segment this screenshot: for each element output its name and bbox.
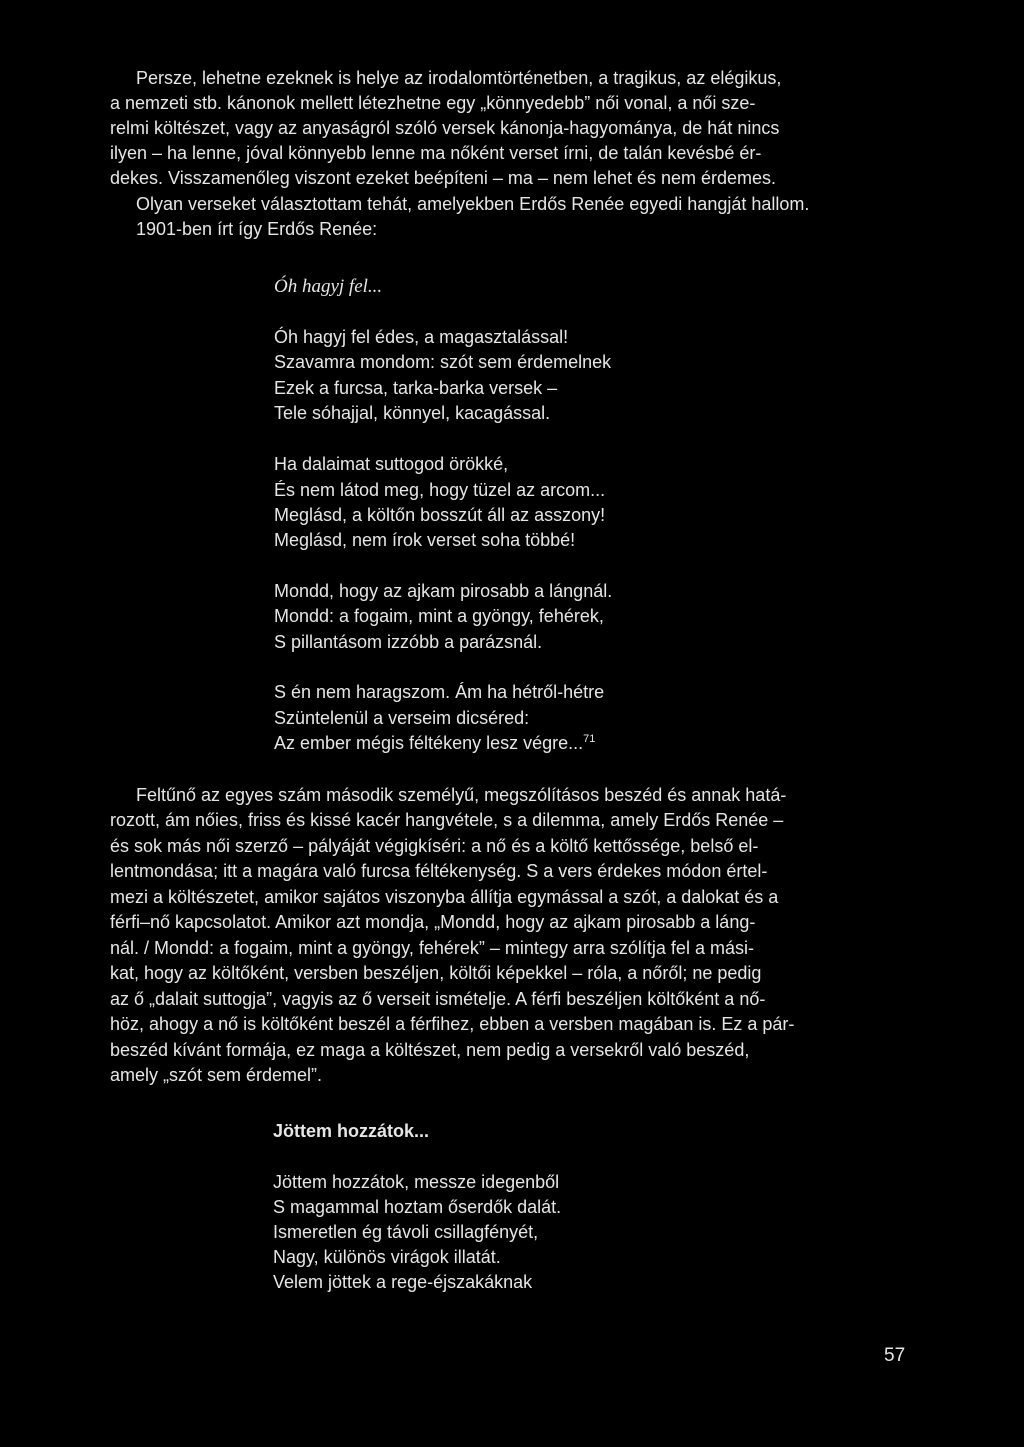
poem-title: Óh hagyj fel...	[274, 276, 383, 297]
poem-line: Ismeretlen ég távoli csillagfényét,	[273, 1222, 539, 1242]
poem-line: És nem látod meg, hogy tüzel az arcom...	[274, 480, 606, 500]
text-line: a nemzeti stb. kánonok mellett létezhetne egy „könnyedebb” női vonal, a női sze-	[110, 93, 756, 113]
poem-line: Mondd: a fogaim, mint a gyöngy, fehérek,	[274, 606, 604, 626]
poem-line: Mondd, hogy az ajkam pirosabb a lángnál.	[274, 581, 613, 601]
text-line: Olyan verseket választottam tehát, amelyekben Erdős Renée egyedi hangját hallom.	[136, 194, 810, 214]
text-line: Persze, lehetne ezeknek is helye az irodalomtörténetben, a tragikus, az elégikus,	[136, 68, 782, 88]
poem-line: S pillantásom izzóbb a parázsnál.	[274, 632, 543, 652]
text-line: amely „szót sem érdemel”.	[110, 1065, 323, 1085]
text-line: ilyen – ha lenne, jóval könnyebb lenne ma nőként verset írni, de talán kevésbé ér-	[110, 143, 762, 163]
poem-line: Jöttem hozzátok, messze idegenből	[273, 1172, 560, 1192]
poem-line: Szüntelenül a verseim dicséred:	[274, 708, 530, 728]
poem-line: Nagy, különös virágok illatát.	[273, 1247, 501, 1267]
poem-line-last	[274, 731, 595, 755]
text-line: dekes. Visszamenőleg viszont ezeket beépíteni – ma – nem lehet és nem érdemes.	[110, 168, 777, 188]
poem-line: Óh hagyj fel édes, a magasztalással!	[274, 327, 569, 347]
poem-line: Velem jöttek a rege-éjszakáknak	[273, 1272, 533, 1292]
poem-title: Jöttem hozzátok...	[273, 1121, 430, 1141]
poem-line: Meglásd, nem írok verset soha többé!	[274, 530, 576, 550]
text-line: beszéd kívánt formája, ez maga a költészet, nem pedig a versekről való beszéd,	[110, 1040, 750, 1060]
poem-line-text: Az ember mégis féltékeny lesz végre...	[274, 733, 584, 753]
poem-line: S én nem haragszom. Ám ha hétről-hétre	[274, 682, 605, 702]
text-line: az ő „dalait suttogja”, vagyis az ő verseit ismételje. A férfi beszéljen költőként a nő-	[110, 989, 766, 1009]
text-line: nál. / Mondd: a fogaim, mint a gyöngy, fehérek” – mintegy arra szólítja fel a mási-	[110, 938, 754, 958]
text-line: rozott, ám nőies, friss és kissé kacér hangvétele, s a dilemma, amely Erdős Renée –	[110, 810, 784, 830]
text-line: férfi–nő kapcsolatot. Amikor azt mondja, „Mondd, hogy az ajkam pirosabb a láng-	[110, 912, 756, 932]
poem-line: S magammal hoztam őserdők dalát.	[273, 1197, 562, 1217]
page-number: 57	[884, 1345, 906, 1366]
text-line: 1901-ben írt így Erdős Renée:	[136, 219, 378, 239]
text-line: lentmondása; itt a magára való furcsa féltékenység. S a vers érdekes módon értel-	[110, 861, 768, 881]
poem-line: Ha dalaimat suttogod örökké,	[274, 454, 509, 474]
text-line: mezi a költészetet, amikor sajátos viszonyba állítja egymással a szót, a dalokat és a	[110, 887, 779, 907]
text-line: höz, ahogy a nő is költőként beszél a férfihez, ebben a versben magában is. Ez a pár-	[110, 1014, 795, 1034]
poem-line: Szavamra mondom: szót sem érdemelnek	[274, 352, 612, 372]
footnote-ref[interactable]: 71	[583, 733, 596, 745]
text-line: Feltűnő az egyes szám második személyű, megszólításos beszéd és annak hatá-	[136, 785, 787, 805]
poem-line: Tele sóhajjal, könnyel, kacagással.	[274, 403, 551, 423]
text-line: és sok más női szerző – pályáját végigkíséri: a nő és a költő kettőssége, belső el-	[110, 836, 759, 856]
text-line: kat, hogy az költőként, versben beszéljen, költői képekkel – róla, a nőről; ne pedig	[110, 963, 762, 983]
poem-line: Meglásd, a költőn bosszút áll az asszony!	[274, 505, 606, 525]
poem-line: Ezek a furcsa, tarka-barka versek –	[274, 378, 558, 398]
text-line: relmi költészet, vagy az anyaságról szóló versek kánonja-hagyománya, de hát nincs	[110, 118, 780, 138]
